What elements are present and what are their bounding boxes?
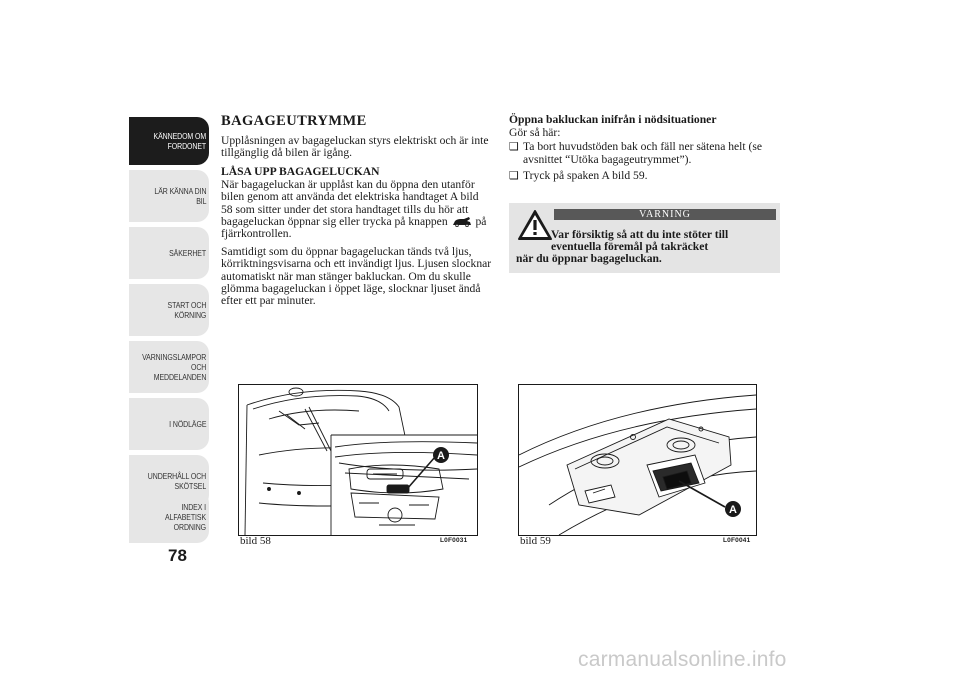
section-heading: BAGAGEUTRYMME — [221, 113, 367, 129]
list-item: ❑ Ta bort huvudstöden bak och fäll ner sätena helt (se avsnittet “Utöka bagageutrymmet”). — [509, 141, 781, 166]
figure-59-code: L0F0041 — [723, 537, 751, 544]
tab-start-och-korning[interactable]: START OCH KÖRNING — [129, 284, 209, 336]
tab-i-nodlage[interactable]: I NÖDLÄGE — [129, 398, 209, 450]
figure-59-emergency-lever — [518, 384, 757, 536]
svg-text:A: A — [437, 450, 445, 462]
figure-58-tailgate-handle — [238, 384, 478, 536]
left-column — [221, 113, 493, 313]
unlock-subheading: LÅSA UPP BAGAGELUCKAN — [221, 164, 380, 178]
svg-text:A: A — [729, 504, 737, 516]
instructions-intro: Gör så här: — [509, 126, 561, 139]
tab-kannedom-om-fordonet[interactable]: KÄNNEDOM OM FORDONET — [129, 117, 209, 165]
page-number: 78 — [168, 546, 187, 565]
instruction-list — [509, 141, 781, 182]
emergency-subheading: Öppna bakluckan inifrån i nödsituationer — [509, 113, 717, 126]
intro-paragraph: Upplåsningen av bagageluckan styrs elektriskt och är inte tillgänglig då bilen är igång. — [221, 134, 489, 160]
label-a-marker — [723, 499, 743, 519]
warning-text: Var försiktig så att du inte stöter till eventuella föremål på takräcket när du öppnar bagageluckan. — [516, 228, 729, 265]
lights-paragraph: Samtidigt som du öppnar bagageluckan tänds två ljus, körriktningsvisarna och ett invändigt ljus. Ljusen slocknar automatiskt när man stänger bakluckan. Om du skulle glömma bagageluckan i öppet läge, slocknar ljuset ändå efter ett par minuter. — [221, 244, 492, 308]
tailgate-button-icon — [451, 216, 473, 227]
tab-index[interactable]: INDEX I ALFABETISK ORDNING — [129, 491, 209, 543]
list-item: ❑ Tryck på spaken A bild 59. — [509, 170, 781, 182]
figure-58-caption: bild 58 — [240, 535, 271, 547]
watermark: carmanualsonline.info — [578, 648, 787, 671]
tab-varningslampor[interactable]: VARNINGSLAMPOR OCH MEDDELANDEN — [129, 341, 209, 393]
label-a-marker — [431, 445, 451, 465]
figure-59-caption: bild 59 — [520, 535, 551, 547]
tab-underhall-och-skotsel[interactable]: UNDERHÅLL OCH SKÖTSEL — [129, 455, 209, 507]
unlock-paragraph: När bagageluckan är upplåst kan du öppna den utanför bilen genom att använda det elektriska handtaget A bild 58 som sitter under det stora handtaget tills du hör att bagageluckan öppnar sig eller trycka på knappen på fjärrkontrollen. — [221, 177, 487, 241]
figure-58-code: L0F0031 — [440, 537, 468, 544]
warning-title: VARNING — [554, 209, 776, 220]
warning-box — [509, 203, 780, 273]
right-column — [509, 113, 781, 187]
tab-sakerhet[interactable]: SÄKERHET — [129, 227, 209, 279]
tab-lar-kanna-din-bil[interactable]: LÄR KÄNNA DIN BIL — [129, 170, 209, 222]
